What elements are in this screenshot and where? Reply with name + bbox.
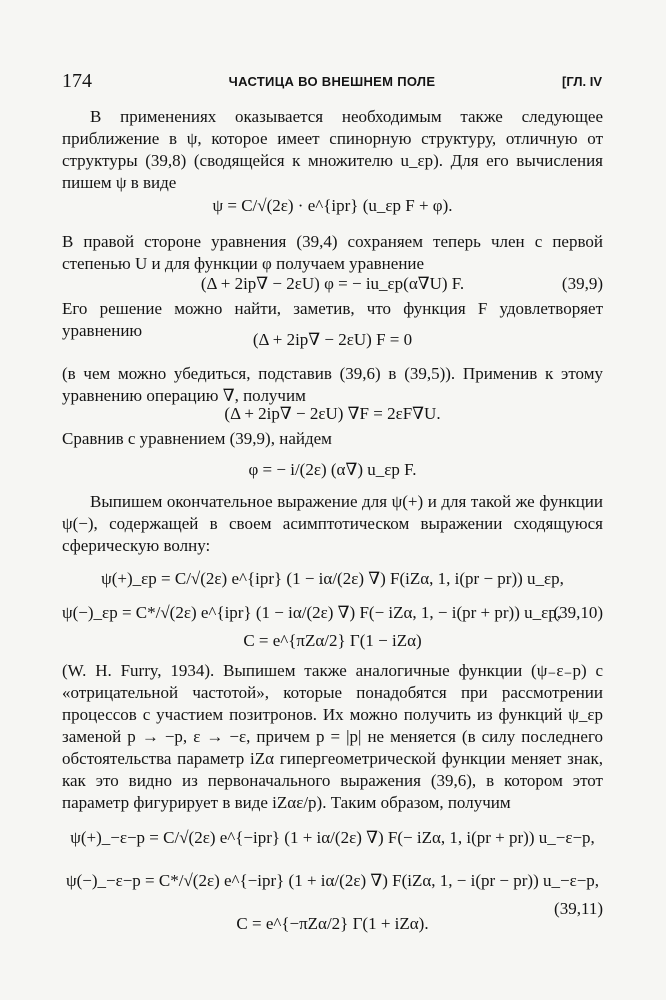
equation-39-9	[62, 271, 603, 297]
equation-psi-plus-negative	[62, 825, 603, 851]
paragraph-6: Выпишем окончательное выражение для ψ(+) и для такой же функции ψ(−), содержащей в своем асимптотическом выражении сходящуюся сферическую волну:	[62, 492, 603, 555]
equation-psi-minus-negative	[62, 868, 603, 894]
equation-text: (Δ + 2ip∇ − 2εU) φ = − iu_εp(α∇U) F.	[200, 274, 465, 293]
equation-C-1	[62, 628, 603, 654]
equation-text: C = e^{πZα/2} Γ(1 − iZα)	[243, 631, 422, 650]
equation-psi-plus	[62, 566, 603, 592]
equation-C-2	[62, 911, 603, 937]
equation-text: (Δ + 2ip∇ − 2εU) ∇F = 2εF∇U.	[224, 404, 441, 423]
paragraph-7: (W. H. Furry, 1934). Выпишем также аналогичные функции (ψ₋ε₋p) с «отрицательной частотой», которые понадобятся при рассмотрении процессов с участием позитронов. Их можно получить из функций ψ_εp заменой p → −p, ε → −ε, причем p = |p| не меняется (в силу последнего обстоятельства параметр iZα гипергеометрической функции меняет знак, как это видно из первоначального выражения (39,6), в котором этот параметр фигурирует в виде iZαε/p). Таким образом, получим	[62, 661, 603, 812]
equation-text: ψ(−)_−ε−p = C*/√(2ε) e^{−ipr} (1 + iα/(2ε) ∇) F(iZα, 1, − i(pr − pr)) u_−ε−p,	[65, 871, 600, 890]
running-header	[62, 70, 602, 94]
paragraph-2: В правой стороне уравнения (39,4) сохраняем теперь член с первой степенью U и для функции φ получаем уравнение	[62, 232, 603, 273]
page-number: 174	[62, 70, 92, 92]
equation-grad-F	[62, 401, 603, 427]
equation-text: ψ(+)_−ε−p = C/√(2ε) e^{−ipr} (1 + iα/(2ε) ∇) F(− iZα, 1, i(pr + pr)) u_−ε−p,	[70, 828, 595, 847]
equation-text: ψ = C/√(2ε) · e^{ipr} (u_εp F + φ).	[212, 196, 453, 215]
paragraph-5: Сравнив с уравнением (39,9), найдем	[62, 429, 332, 448]
paragraph-1: В применениях оказывается необходимым также следующее приближение в ψ, которое имеет спинорную структуру, отличную от структуры (39,8) (сводящейся к множителю u_εp). Для его вычисления пишем ψ в виде	[62, 107, 603, 192]
equation-phi	[62, 457, 603, 483]
paragraph-3: Его решение можно найти, заметив, что функция F удовлетворяет уравнению	[62, 299, 603, 340]
equation-psi-minus	[62, 600, 603, 626]
equation-number: (39,9)	[561, 274, 603, 293]
equation-text: C = e^{−πZα/2} Γ(1 + iZα).	[236, 914, 429, 933]
equation-text: φ = − i/(2ε) (α∇) u_εp F.	[248, 460, 417, 479]
equation-text: ψ(−)_εp = C*/√(2ε) e^{ipr} (1 − iα/(2ε) ∇) F(− iZα, 1, − i(pr + pr)) u_εp,	[62, 603, 562, 622]
equation-number: (39,11)	[554, 899, 603, 918]
equation-text: (Δ + 2ip∇ − 2εU) F = 0	[252, 330, 413, 349]
chapter-label: [ГЛ. IV	[561, 74, 602, 89]
paragraph-4: (в чем можно убедиться, подставив (39,6) в (39,5)). Применив к этому уравнению операцию ∇, получим	[62, 364, 603, 405]
equation-text: ψ(+)_εp = C/√(2ε) e^{ipr} (1 − iα/(2ε) ∇) F(iZα, 1, i(pr − pr)) u_εp,	[101, 569, 564, 588]
equation-F	[62, 327, 603, 353]
equation-psi	[62, 193, 603, 219]
equation-number: (39,10)	[553, 603, 603, 622]
running-title: ЧАСТИЦА ВО ВНЕШНЕМ ПОЛЕ	[228, 74, 436, 89]
